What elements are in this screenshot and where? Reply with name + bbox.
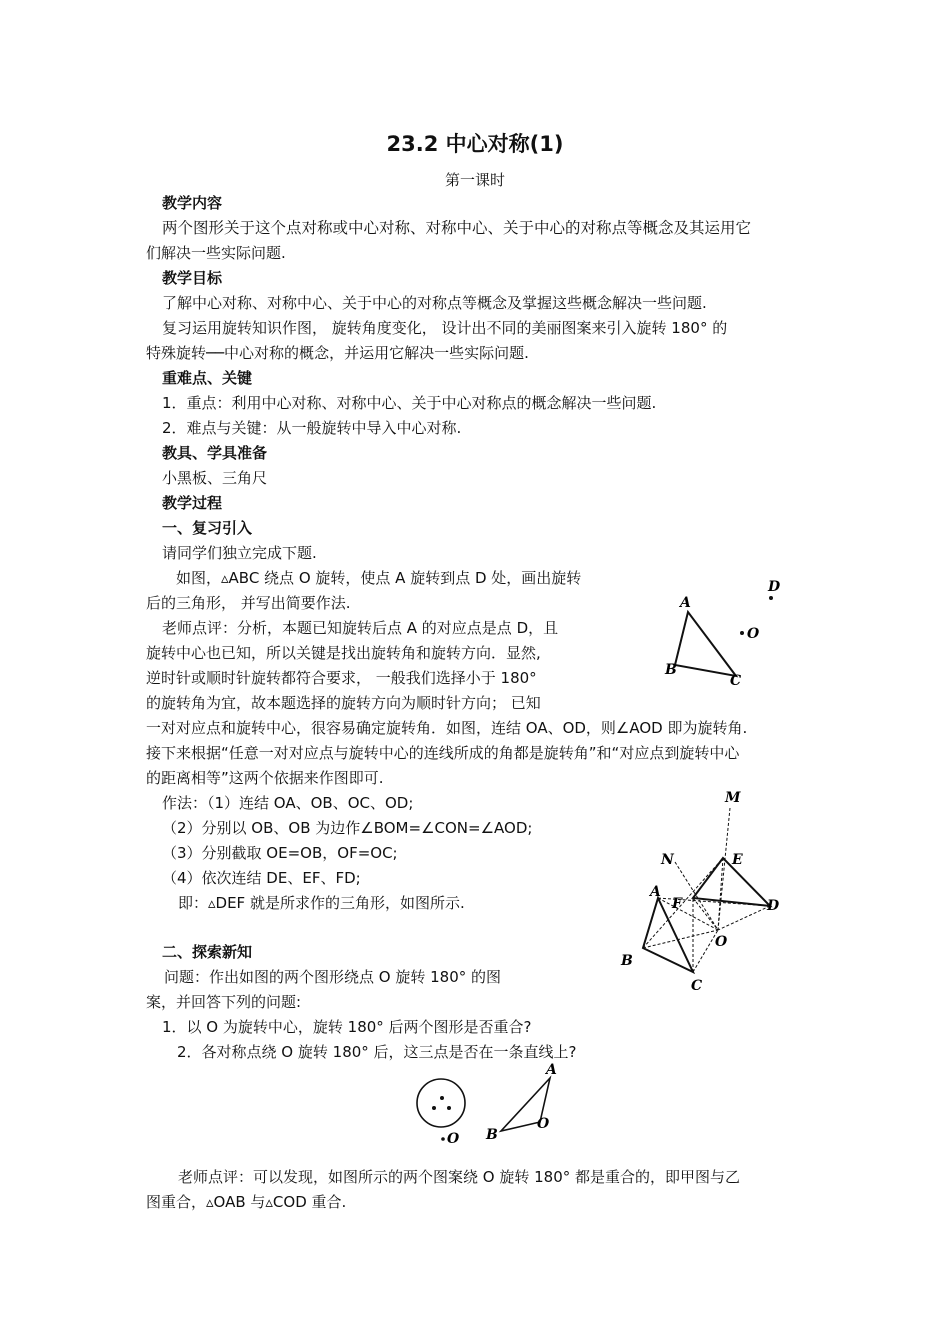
para-review-2: 如图，▵ABC 绕点 O 旋转，使点 A 旋转到点 D 处，画出旋转	[176, 569, 582, 587]
page-subtitle: 第一课时	[444, 171, 505, 189]
label-m: M	[725, 790, 741, 806]
heading-process: 教学过程	[162, 494, 223, 512]
para-review-5: 旋转中心也已知，所以关键是找出旋转角和旋转方向．显然,	[146, 644, 541, 662]
para-review-8: 一对对应点和旋转中心，很容易确定旋转角．如图，连结 OA、OD，则∠AOD 即为旋转角.	[146, 719, 748, 737]
circle-shape	[417, 1079, 465, 1127]
para-review-7: 的旋转角为宜，故本题选择的旋转方向为顺时针方向； 已知	[146, 694, 541, 712]
para-explore-3: 1．以 O 为旋转中心，旋转 180° 后两个图形是否重合?	[162, 1018, 532, 1036]
heading-keys: 重难点、关键	[162, 369, 253, 387]
para-explore-4: 2．各对称点绕 O 旋转 180° 后，这三点是否在一条直线上?	[177, 1043, 577, 1061]
triangle-abc	[675, 612, 736, 676]
para-review-10: 的距离相等”这两个依据来作图即可.	[146, 769, 384, 787]
label-a: A	[680, 595, 691, 611]
point-o	[740, 631, 744, 635]
step-1: 作法：（1）连结 OA、OB、OC、OD;	[162, 794, 414, 812]
label-c: C	[730, 673, 742, 689]
para-comment-1: 老师点评：可以发现，如图所示的两个图案绕 O 旋转 180° 都是重合的，即甲图与乙	[178, 1168, 741, 1186]
construction-lines	[643, 808, 770, 972]
label-d: D	[768, 579, 781, 595]
figure-rotation-shapes	[412, 1060, 572, 1152]
label-n: N	[661, 852, 674, 868]
heading-goals: 教学目标	[162, 269, 223, 287]
label-o4: O	[537, 1116, 550, 1132]
heading-explore: 二、探索新知	[162, 943, 253, 961]
figure-triangle-abc	[650, 570, 820, 695]
heading-tools: 教具、学具准备	[162, 444, 268, 462]
label-b2: B	[621, 953, 633, 969]
label-b3: B	[486, 1127, 498, 1143]
label-c2: C	[691, 978, 703, 994]
step-4: （4）依次连结 DE、EF、FD;	[162, 869, 361, 887]
para-review-9: 接下来根据“任意一对对应点与旋转中心的连线所成的角都是旋转角”和“对应点到旋转中心	[146, 744, 740, 762]
para-goals-1: 了解中心对称、对称中心、关于中心的对称点等概念及掌握这些概念解决一些问题.	[162, 294, 707, 312]
dot-1	[440, 1096, 444, 1100]
label-a2: A	[650, 884, 661, 900]
para-explore-2: 案，并回答下列的问题:	[146, 993, 302, 1011]
label-b: B	[665, 662, 677, 678]
label-f: F	[672, 896, 682, 912]
para-review-4: 老师点评：分析，本题已知旋转后点 A 的对应点是点 D，且	[162, 619, 559, 637]
para-comment-2: 图重合，▵OAB 与▵COD 重合.	[146, 1193, 347, 1211]
step-2: （2）分别以 OB、OB 为边作∠BOM=∠CON=∠AOD;	[162, 819, 533, 837]
label-o3: O	[447, 1131, 460, 1147]
para-content-1: 两个图形关于这个点对称或中心对称、对称中心、关于中心的对称点等概念及其运用它	[162, 219, 752, 237]
label-o2: O	[715, 934, 728, 950]
para-tools-1: 小黑板、三角尺	[162, 469, 268, 487]
step-3: （3）分别截取 OE=OB，OF=OC;	[162, 844, 398, 862]
label-d2: D	[767, 898, 780, 914]
step-5: 即：▵DEF 就是所求作的三角形，如图所示.	[178, 894, 465, 912]
figure-construction-def	[615, 790, 805, 1000]
para-review-6: 逆时针或顺时针旋转都符合要求， 一般我们选择小于 180°	[146, 669, 537, 687]
para-content-2: 们解决一些实际问题.	[146, 244, 286, 262]
point-d	[769, 596, 773, 600]
heading-review: 一、复习引入	[162, 519, 253, 537]
dot-3	[447, 1106, 451, 1110]
para-review-3: 后的三角形， 并写出简要作法.	[146, 594, 351, 612]
para-explore-1: 问题：作出如图的两个图形绕点 O 旋转 180° 的图	[164, 968, 502, 986]
heading-content: 教学内容	[162, 194, 223, 212]
para-review-1: 请同学们独立完成下题.	[162, 544, 317, 562]
dot-2	[432, 1106, 436, 1110]
page-title: 23.2 中心对称(1)	[386, 132, 564, 156]
label-a3: A	[546, 1062, 557, 1078]
label-e: E	[732, 852, 743, 868]
para-keys-2: 2．难点与关键：从一般旋转中导入中心对称.	[162, 419, 462, 437]
para-goals-3: 特殊旋转──中心对称的概念，并运用它解决一些实际问题.	[146, 344, 529, 362]
label-o: O	[747, 626, 760, 642]
triangle-abc-2	[643, 898, 693, 972]
point-o3	[441, 1137, 445, 1141]
para-goals-2: 复习运用旋转知识作图， 旋转角度变化， 设计出不同的美丽图案来引入旋转 180° 的	[162, 319, 728, 337]
para-keys-1: 1．重点：利用中心对称、对称中心、关于中心对称点的概念解决一些问题.	[162, 394, 657, 412]
